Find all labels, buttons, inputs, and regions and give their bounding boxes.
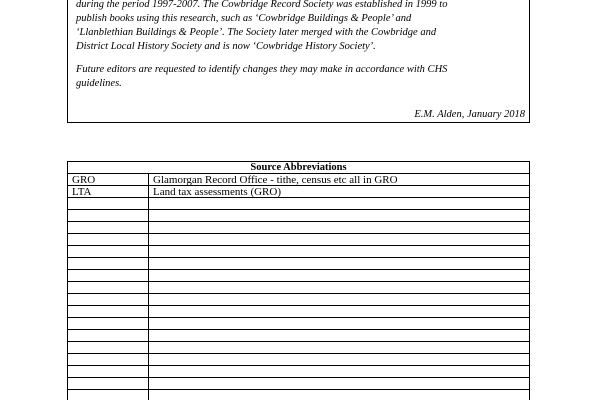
abbreviation-description-cell bbox=[149, 378, 530, 390]
table-row bbox=[68, 198, 530, 210]
abbreviation-code-cell bbox=[68, 390, 149, 400]
note-line: Future editors are requested to identify changes they may make in accordance with CHS bbox=[76, 64, 448, 75]
abbreviation-code-cell bbox=[68, 234, 149, 246]
table-row bbox=[68, 270, 530, 282]
table-row bbox=[68, 342, 530, 354]
abbreviation-description-cell bbox=[149, 246, 530, 258]
source-abbreviations-table bbox=[67, 161, 530, 400]
note-signature: E.M. Alden, January 2018 bbox=[414, 109, 525, 120]
table-row bbox=[68, 354, 530, 366]
table-row bbox=[68, 222, 530, 234]
abbreviation-description-cell bbox=[149, 306, 530, 318]
abbreviation-code-cell bbox=[68, 318, 149, 330]
table-row bbox=[68, 234, 530, 246]
abbreviation-description-cell: Glamorgan Record Office - tithe, census etc all in GRO bbox=[149, 174, 530, 186]
abbreviation-description-cell bbox=[149, 222, 530, 234]
abbreviation-description-cell bbox=[149, 258, 530, 270]
abbreviation-code-cell bbox=[68, 246, 149, 258]
abbreviation-code-cell: GRO bbox=[68, 174, 149, 186]
abbreviation-code-cell bbox=[68, 282, 149, 294]
table-body bbox=[68, 174, 530, 400]
note-line: ‘Llanblethian Buildings & People’. The Society later merged with the Cowbridge and bbox=[76, 27, 437, 38]
table-row bbox=[68, 186, 530, 198]
abbreviation-description-cell bbox=[149, 282, 530, 294]
table-row bbox=[68, 282, 530, 294]
abbreviation-code-cell bbox=[68, 342, 149, 354]
abbreviation-description-cell: Land tax assessments (GRO) bbox=[149, 186, 530, 198]
note-line: publish books using this research, such as ‘Cowbridge Buildings & People’ and bbox=[76, 13, 412, 24]
table-row bbox=[68, 258, 530, 270]
abbreviation-code-cell bbox=[68, 306, 149, 318]
abbreviation-description-cell bbox=[149, 342, 530, 354]
table-row bbox=[68, 390, 530, 400]
note-paragraph-history bbox=[76, 0, 523, 54]
abbreviation-code-cell bbox=[68, 294, 149, 306]
table-header-row bbox=[68, 162, 530, 174]
abbreviation-description-cell bbox=[149, 210, 530, 222]
table-row bbox=[68, 318, 530, 330]
table-row bbox=[68, 366, 530, 378]
note-line: guidelines. bbox=[76, 78, 122, 89]
abbreviation-code-cell bbox=[68, 222, 149, 234]
table-row bbox=[68, 330, 530, 342]
table-row bbox=[68, 378, 530, 390]
abbreviation-description-cell bbox=[149, 390, 530, 400]
note-line: during the period 1997-2007. The Cowbridge Record Society was established in 1999 to bbox=[76, 0, 448, 10]
note-paragraph-editors bbox=[76, 63, 523, 91]
abbreviation-code-cell bbox=[68, 366, 149, 378]
abbreviation-description-cell bbox=[149, 294, 530, 306]
abbreviation-code-cell bbox=[68, 330, 149, 342]
abbreviation-description-cell bbox=[149, 318, 530, 330]
abbreviation-description-cell bbox=[149, 354, 530, 366]
table-row bbox=[68, 210, 530, 222]
table-row bbox=[68, 246, 530, 258]
table-row bbox=[68, 306, 530, 318]
abbreviation-code-cell bbox=[68, 354, 149, 366]
table-title: Source Abbreviations bbox=[68, 162, 530, 174]
abbreviation-description-cell bbox=[149, 366, 530, 378]
abbreviation-code-cell bbox=[68, 258, 149, 270]
note-line: District Local History Society and is now ‘Cowbridge History Society’. bbox=[76, 41, 376, 52]
abbreviation-description-cell bbox=[149, 270, 530, 282]
abbreviation-description-cell bbox=[149, 234, 530, 246]
abbreviation-code-cell: LTA bbox=[68, 186, 149, 198]
abbreviation-code-cell bbox=[68, 378, 149, 390]
table-row bbox=[68, 294, 530, 306]
abbreviation-code-cell bbox=[68, 198, 149, 210]
table-row bbox=[68, 174, 530, 186]
abbreviation-code-cell bbox=[68, 270, 149, 282]
editorial-note bbox=[67, 0, 530, 123]
abbreviation-description-cell bbox=[149, 330, 530, 342]
abbreviation-description-cell bbox=[149, 198, 530, 210]
abbreviation-code-cell bbox=[68, 210, 149, 222]
